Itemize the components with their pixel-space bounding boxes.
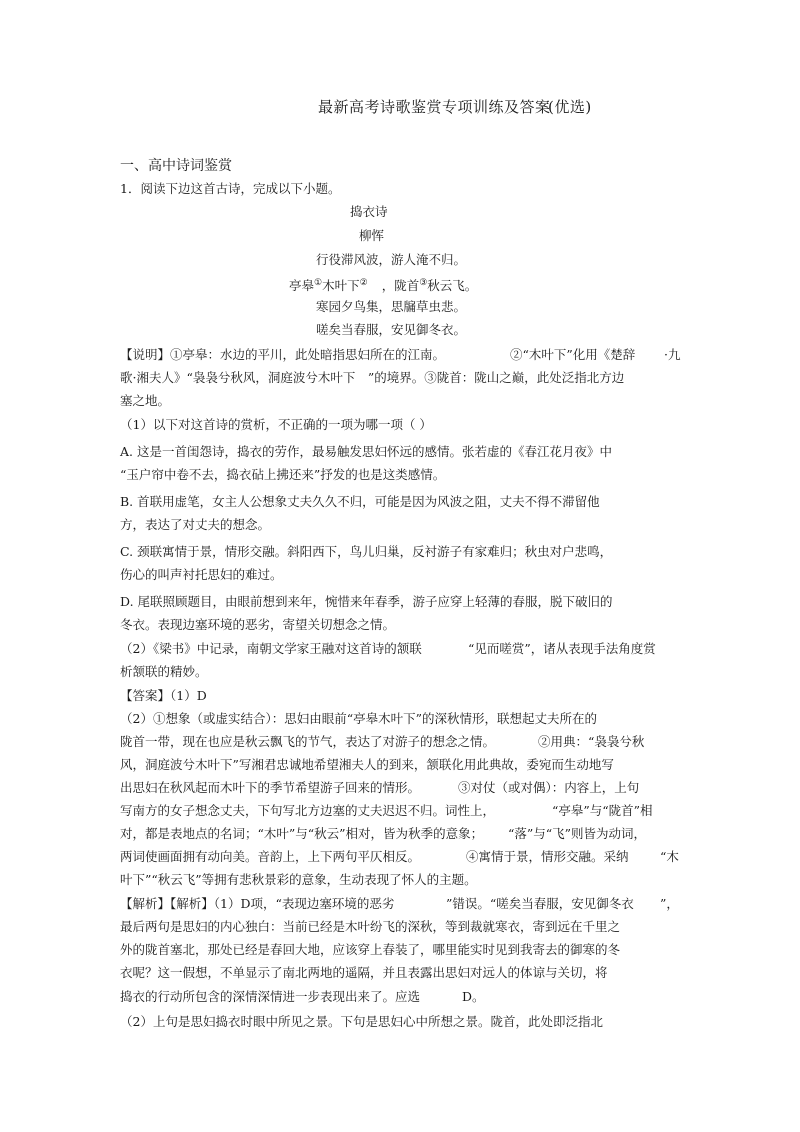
note-line-1b: ②“木叶下”化用《楚辞: [510, 347, 636, 362]
analysis-line-1a: 【解析】【解析】（1）D项，“表现边塞环境的恶劣: [120, 896, 395, 911]
answer-line-7b: “落”与“飞”则皆为动词，: [508, 826, 647, 841]
poem-author: 柳恽: [359, 228, 385, 243]
question-2-line-1b: “见而嗟赏”，诸从表现手法角度赏: [468, 641, 656, 656]
answer-line-3a: 陇首一带，现在也应是秋云飘飞的节气，表达了对游子的想念之情。: [120, 734, 496, 749]
option-b-line-1: B. 首联用虚笔，女主人公想象丈夫久久不归，可能是因为风波之阻，丈夫不得不滞留他: [120, 494, 600, 509]
analysis-line-6: （2）上句是思妇捣衣时眼中所见之景。下句是思妇心中所想之景。陇首，此处即泛指北: [120, 1014, 603, 1029]
analysis-line-5b: D。: [462, 989, 485, 1004]
analysis-line-1b: ”错误。“嗟矣当春服，安见御冬衣: [446, 896, 634, 911]
page-title: 最新高考诗歌鉴赏专项训练及答案: [318, 98, 551, 116]
poem-line-2-part-b: 木叶下: [322, 278, 360, 293]
answer-line-8b: ④寓情于景，情形交融。采纳: [466, 849, 629, 864]
note-line-2: 歌·湘夫人》“袅袅兮秋风，洞庭波兮木叶下 ”的境界。③陇首：陇山之巅，此处泛指北方边: [120, 370, 625, 385]
poem-line-2-part-a: 亭皋: [289, 278, 315, 293]
answer-line-3b: ②用典：“袅袅兮秋: [538, 734, 645, 749]
answer-line-5a: 出思妇在秋风起而木叶下的季节希望游子回来的情形。: [120, 780, 421, 795]
answer-line-8a: 两词使画面拥有动向美。音韵上，上下两句平仄相反。: [120, 849, 421, 864]
answer-line-5b: ③对仗（或对偶）：内容上，上句: [458, 780, 640, 795]
poem-line-2-part-c: ，陇首: [381, 278, 420, 293]
analysis-line-1c: ”，: [660, 896, 679, 911]
section-heading: 一、高中诗词鉴赏: [120, 158, 232, 174]
answer-line-4: 风，洞庭波兮木叶下”写湘君忠诚地希望湘夫人的到来，颔联化用此典故，委宛而生动地写: [120, 757, 614, 772]
answer-line-8c: “木: [660, 849, 679, 864]
option-a-line-2: “玉户帘中卷不去，捣衣砧上拂还来”抒发的也是这类感情。: [120, 467, 446, 482]
question-2-line-2: 析颔联的精妙。: [120, 664, 208, 679]
note-line-1a: 【说明】①亭皋：水边的平川，此处暗指思妇所在的江南。: [120, 347, 446, 362]
option-b-line-2: 方，表达了对丈夫的想念。: [120, 517, 271, 532]
option-d-line-2: 冬衣。表现边塞环境的恶劣，寄望关切想念之情。: [120, 617, 396, 632]
option-d-line-1: D. 尾联照顾题目，由眼前想到来年，惋惜来年春季，游子应穿上轻薄的春服，脱下破旧的: [120, 594, 613, 609]
poem-title: 捣衣诗: [350, 204, 388, 219]
answer-line-2: （2）①想象（或虚实结合）：思妇由眼前“亭皋木叶下”的深秋情形，联想起丈夫所在的: [120, 711, 597, 726]
poem-line-1: 行役滞风波，游人淹不归。: [316, 252, 467, 267]
analysis-line-5a: 捣衣的行动所包含的深情深情进一步表现出来了。应选: [120, 989, 421, 1004]
question-2-line-1a: （2）《梁书》中记录，南朝文学家王融对这首诗的颔联: [120, 641, 422, 656]
answer-line-7a: 对，都是表地点的名词；“木叶”与“秋云”相对，皆为秋季的意象；: [120, 826, 484, 841]
question-intro: 1．阅读下边这首古诗，完成以下小题。: [120, 181, 341, 196]
footnote-mark-3: ③: [419, 278, 428, 288]
answer-line-6a: 写南方的女子想念丈夫，下句写北方边塞的丈夫迟迟不归。词性上，: [120, 803, 496, 818]
note-line-3: 塞之地。: [120, 393, 171, 408]
note-line-1c: ·九: [664, 347, 681, 362]
poem-line-4: 嗟矣当春服，安见御冬衣。: [316, 322, 467, 337]
page-title-suffix: (优选): [548, 98, 592, 116]
poem-line-2-part-d: 秋云飞。: [427, 278, 478, 293]
option-c-line-1: C. 颈联寓情于景，情形交融。斜阳西下，鸟儿归巢，反衬游子有家难归；秋虫对户悲鸣，: [120, 544, 613, 559]
analysis-line-2: 最后两句是思妇的内心独白：当前已经是木叶纷飞的深秋，等到裁就寒衣，寄到远在千里之: [120, 919, 621, 934]
analysis-line-4: 衣呢？这一假想，不单显示了南北两地的遥隔，并且表露出思妇对远人的体谅与关切，将: [120, 965, 608, 980]
footnote-mark-1: ①: [314, 278, 323, 288]
answer-line-9: 叶下”“秋云飞”等拥有悲秋景彩的意象，生动表现了怀人的主题。: [120, 872, 477, 887]
poem-line-2: [289, 275, 477, 294]
answer-line-6b: “亭皋”与“陇首”相: [552, 803, 653, 818]
answer-line-1: 【答案】（1）D: [120, 688, 207, 703]
poem-line-3: 寒园夕鸟集，思牖草虫悲。: [316, 299, 467, 314]
analysis-line-3: 外的陇首塞北，那处已经是春回大地，应该穿上春装了，哪里能实时见到我寄去的御寒的冬: [120, 942, 621, 957]
option-c-line-2: 伤心的叫声衬托思妇的难过。: [120, 567, 283, 582]
footnote-mark-2: ②: [359, 278, 368, 288]
question-1-stem: （1）以下对这首诗的赏析，不正确的一项为哪一项（ ）: [120, 417, 432, 432]
option-a-line-1: A. 这是一首闺怨诗，捣衣的劳作，最易触发思妇怀远的感情。张若虚的《春江花月夜》中: [120, 444, 612, 459]
